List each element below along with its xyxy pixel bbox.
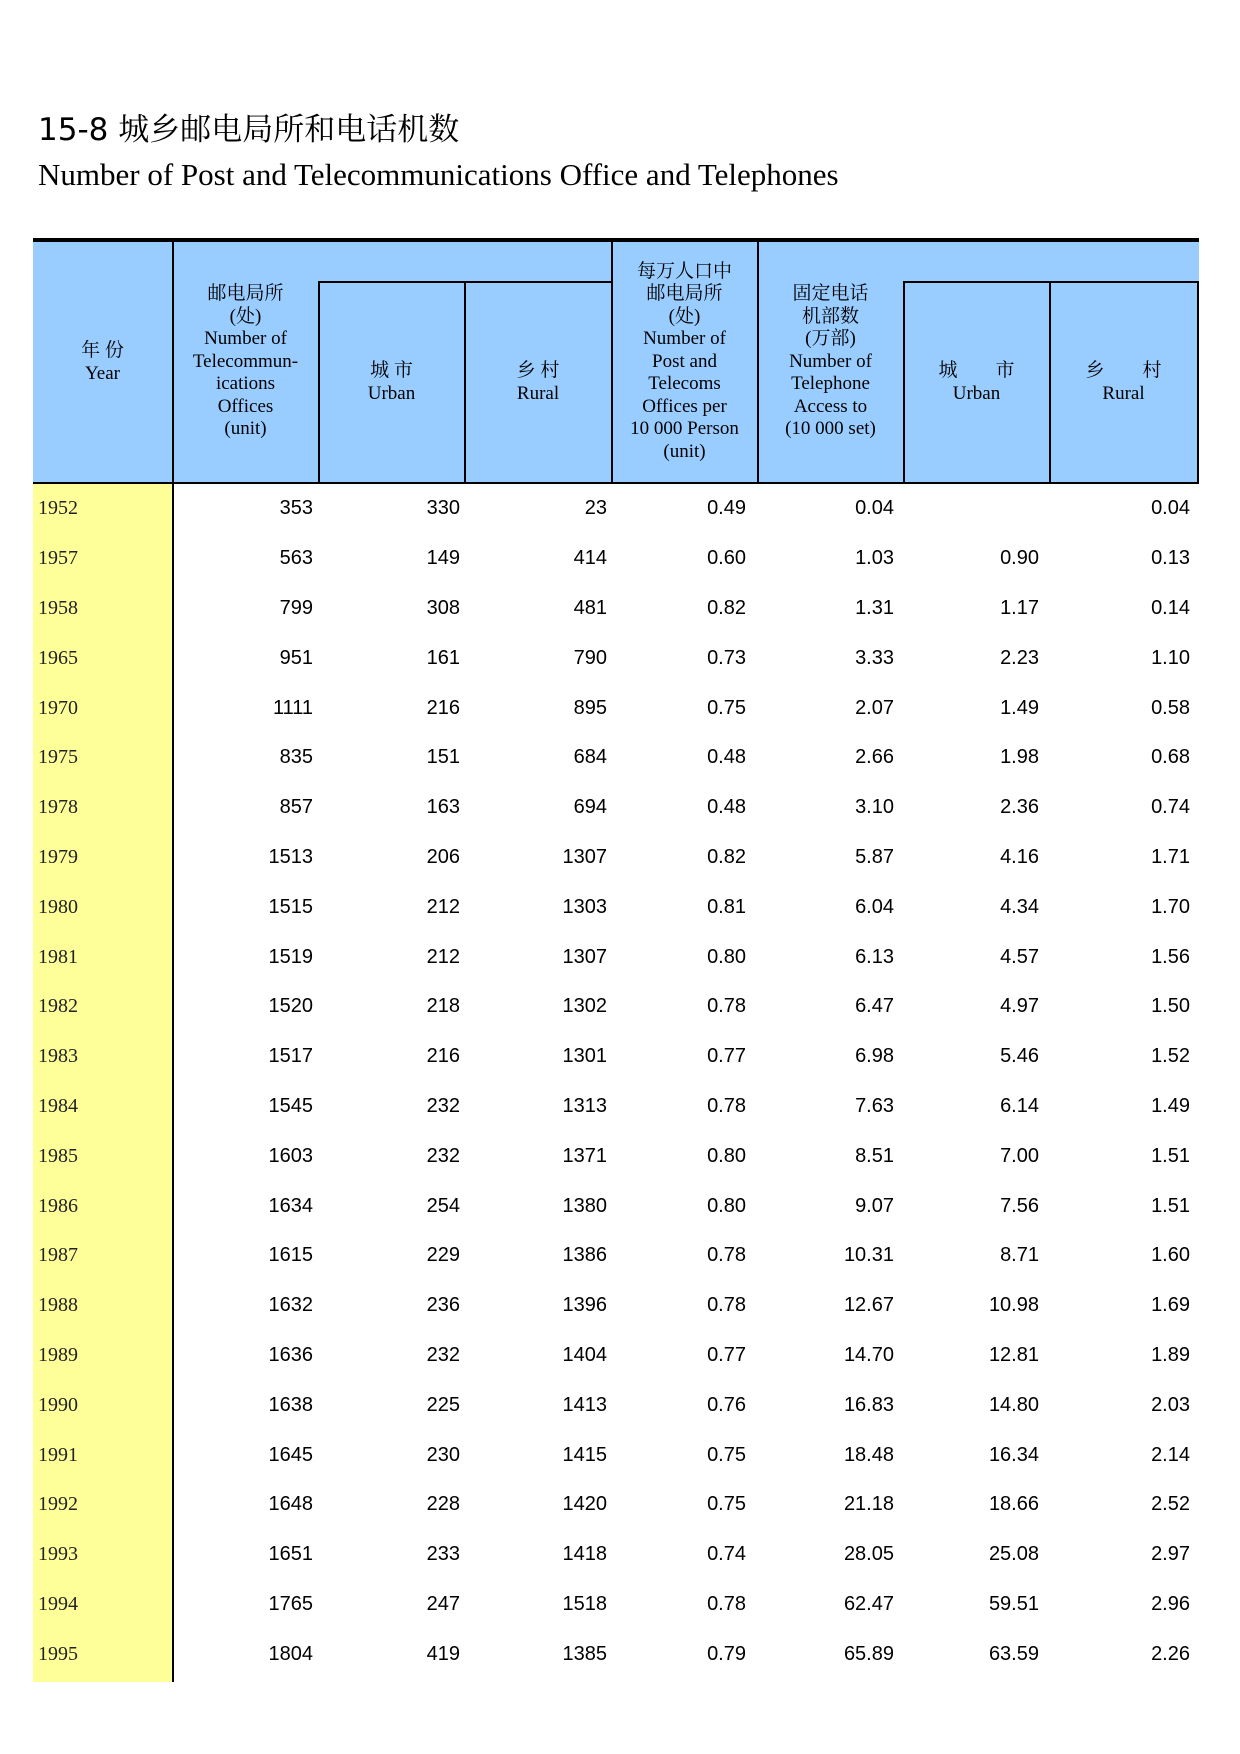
cell-offices-per-10000: 0.81	[707, 895, 746, 918]
cell-year: 1958	[38, 596, 78, 619]
cell-offices-rural: 1302	[562, 995, 607, 1018]
cell-telephones-rural: 1.10	[1151, 646, 1190, 669]
cell-telephones-total: 21.18	[843, 1493, 894, 1516]
cell-year: 1965	[38, 646, 78, 669]
cell-year: 1984	[38, 1094, 78, 1117]
cell-offices-rural: 1413	[562, 1393, 607, 1416]
cell-offices-per-10000: 0.78	[707, 995, 746, 1018]
table-row	[33, 932, 1199, 982]
cell-offices-per-10000: 0.75	[707, 1443, 746, 1466]
cell-offices-urban: 225	[426, 1393, 460, 1416]
cell-offices-rural: 1518	[562, 1592, 607, 1615]
cell-offices-rural: 1415	[562, 1443, 607, 1466]
header-per-10000-line: 每万人口中	[636, 260, 732, 282]
header-offices-urban	[319, 282, 464, 482]
cell-offices-per-10000: 0.79	[707, 1642, 746, 1665]
cell-offices-urban: 163	[426, 796, 460, 819]
cell-offices-rural: 23	[584, 497, 607, 520]
cell-telephones-total: 5.87	[855, 845, 894, 868]
cell-offices-urban: 149	[426, 547, 460, 570]
cell-telephones-rural: 1.51	[1151, 1194, 1190, 1217]
cell-offices-per-10000: 0.49	[707, 497, 746, 520]
cell-offices-total: 1634	[268, 1194, 313, 1217]
cell-offices-rural: 1418	[562, 1543, 607, 1566]
cell-telephones-total: 8.51	[855, 1144, 894, 1167]
header-tel-urban-en: Urban	[952, 383, 1001, 404]
table-row	[33, 833, 1199, 883]
cell-offices-total: 857	[279, 796, 313, 819]
cell-telephones-urban: 2.36	[1000, 796, 1039, 819]
cell-telephones-rural: 1.70	[1151, 895, 1190, 918]
cell-offices-total: 563	[279, 547, 313, 570]
cell-offices-per-10000: 0.77	[707, 1343, 746, 1366]
cell-telephones-rural: 1.50	[1151, 995, 1190, 1018]
cell-offices-rural: 1385	[562, 1642, 607, 1665]
cell-offices-total: 1648	[268, 1493, 313, 1516]
cell-year: 1988	[38, 1294, 78, 1317]
header-tel-rural-cn: 乡 村	[1085, 360, 1162, 381]
cell-telephones-total: 2.66	[855, 746, 894, 769]
cell-offices-per-10000: 0.80	[707, 1194, 746, 1217]
header-offices-rural-cn: 乡 村	[516, 360, 560, 381]
cell-offices-urban: 232	[426, 1144, 460, 1167]
cell-telephones-urban: 59.51	[988, 1592, 1039, 1615]
cell-year: 1987	[38, 1244, 78, 1267]
cell-offices-rural: 895	[573, 696, 607, 719]
cell-offices-rural: 1307	[562, 845, 607, 868]
cell-offices-rural: 1404	[562, 1343, 607, 1366]
cell-telephones-urban: 1.98	[1000, 746, 1039, 769]
header-telephones-line: Access to	[793, 395, 868, 417]
cell-offices-urban: 212	[426, 895, 460, 918]
cell-offices-urban: 206	[426, 845, 460, 868]
header-tel-urban	[904, 282, 1049, 482]
cell-telephones-rural: 1.60	[1151, 1244, 1190, 1267]
cell-year: 1986	[38, 1194, 78, 1217]
table-row	[33, 584, 1199, 634]
header-year	[33, 242, 172, 482]
cell-year: 1991	[38, 1443, 78, 1466]
header-tel-rural	[1050, 282, 1197, 482]
cell-offices-rural: 1386	[562, 1244, 607, 1267]
cell-telephones-total: 3.33	[855, 646, 894, 669]
cell-offices-urban: 216	[426, 1045, 460, 1068]
cell-year: 1989	[38, 1343, 78, 1366]
cell-telephones-rural: 0.68	[1151, 746, 1190, 769]
cell-offices-per-10000: 0.80	[707, 1144, 746, 1167]
cell-telephones-rural: 2.97	[1151, 1543, 1190, 1566]
cell-offices-per-10000: 0.76	[707, 1393, 746, 1416]
table-row	[33, 1580, 1199, 1630]
cell-telephones-urban: 2.23	[1000, 646, 1039, 669]
cell-offices-urban: 151	[426, 746, 460, 769]
cell-telephones-urban: 63.59	[988, 1642, 1039, 1665]
header-per-10000-line: (处)	[668, 305, 701, 327]
cell-telephones-urban: 0.90	[1000, 547, 1039, 570]
cell-offices-rural: 1303	[562, 895, 607, 918]
cell-year: 1952	[38, 497, 78, 520]
table-row	[33, 1032, 1199, 1082]
header-telephones-line: Telephone	[791, 373, 870, 395]
cell-offices-urban: 233	[426, 1543, 460, 1566]
cell-year: 1985	[38, 1144, 78, 1167]
cell-offices-per-10000: 0.80	[707, 945, 746, 968]
cell-telephones-total: 2.07	[855, 696, 894, 719]
cell-offices-per-10000: 0.77	[707, 1045, 746, 1068]
header-telephones-line: 固定电话	[792, 283, 869, 305]
cell-telephones-urban: 4.16	[1000, 845, 1039, 868]
cell-telephones-total: 6.98	[855, 1045, 894, 1068]
cell-telephones-urban: 8.71	[1000, 1244, 1039, 1267]
cell-offices-per-10000: 0.73	[707, 646, 746, 669]
cell-year: 1970	[38, 696, 78, 719]
cell-telephones-urban: 14.80	[988, 1393, 1039, 1416]
header-offices-rural	[465, 282, 611, 482]
header-per-10000-line: (unit)	[663, 440, 706, 462]
header-offices-rural-en: Rural	[516, 383, 560, 404]
table-row	[33, 882, 1199, 932]
header-offices-line: ications	[215, 373, 276, 395]
header-offices-urban-cn: 城 市	[370, 360, 413, 381]
cell-year: 1992	[38, 1493, 78, 1516]
cell-offices-per-10000: 0.48	[707, 746, 746, 769]
cell-telephones-total: 16.83	[843, 1393, 894, 1416]
header-per-10000-line: Post and	[652, 350, 717, 372]
cell-offices-total: 835	[279, 746, 313, 769]
cell-telephones-total: 6.47	[855, 995, 894, 1018]
table-row	[33, 1530, 1199, 1580]
cell-offices-total: 1519	[268, 945, 313, 968]
header-tel-urban-cn: 城 市	[938, 360, 1015, 381]
cell-telephones-urban: 7.00	[1000, 1144, 1039, 1167]
cell-offices-per-10000: 0.74	[707, 1543, 746, 1566]
header-year-cn: 年 份	[81, 340, 124, 361]
cell-telephones-rural: 1.71	[1151, 845, 1190, 868]
cell-offices-rural: 694	[573, 796, 607, 819]
cell-telephones-total: 18.48	[843, 1443, 894, 1466]
cell-offices-per-10000: 0.78	[707, 1094, 746, 1117]
header-offices	[173, 242, 318, 482]
cell-offices-total: 1545	[268, 1094, 313, 1117]
header-divider	[1197, 282, 1199, 484]
cell-offices-total: 353	[279, 497, 313, 520]
cell-telephones-rural: 1.52	[1151, 1045, 1190, 1068]
cell-telephones-urban: 6.14	[1000, 1094, 1039, 1117]
cell-offices-rural: 790	[573, 646, 607, 669]
table-row	[33, 1430, 1199, 1480]
cell-telephones-total: 12.67	[843, 1294, 894, 1317]
table-row	[33, 534, 1199, 584]
cell-offices-total: 1615	[268, 1244, 313, 1267]
cell-offices-rural: 1301	[562, 1045, 607, 1068]
cell-offices-total: 1651	[268, 1543, 313, 1566]
header-per-10000	[612, 242, 757, 482]
cell-offices-total: 1645	[268, 1443, 313, 1466]
cell-telephones-rural: 0.14	[1151, 596, 1190, 619]
page-title-chinese: 15-8 城乡邮电局所和电话机数	[38, 112, 460, 148]
cell-year: 1957	[38, 547, 78, 570]
cell-telephones-rural: 1.51	[1151, 1144, 1190, 1167]
cell-telephones-total: 28.05	[843, 1543, 894, 1566]
cell-telephones-total: 7.63	[855, 1094, 894, 1117]
header-telephones-line: (万部)	[805, 328, 856, 350]
cell-year: 1982	[38, 995, 78, 1018]
table-row	[33, 982, 1199, 1032]
header-per-10000-line: Offices per	[642, 395, 727, 417]
cell-telephones-total: 6.13	[855, 945, 894, 968]
table-row	[33, 1082, 1199, 1132]
header-per-10000-line: Telecoms	[648, 373, 721, 395]
cell-offices-total: 1603	[268, 1144, 313, 1167]
cell-telephones-total: 9.07	[855, 1194, 894, 1217]
header-year-en: Year	[84, 363, 120, 384]
cell-offices-total: 1513	[268, 845, 313, 868]
cell-telephones-rural: 2.52	[1151, 1493, 1190, 1516]
header-telephones-line: (10 000 set)	[785, 418, 876, 440]
cell-year: 1993	[38, 1543, 78, 1566]
header-telephones	[758, 242, 903, 482]
cell-telephones-total: 3.10	[855, 796, 894, 819]
cell-offices-rural: 1307	[562, 945, 607, 968]
header-per-10000-line: Number of	[643, 328, 726, 350]
cell-offices-per-10000: 0.78	[707, 1592, 746, 1615]
cell-telephones-urban: 5.46	[1000, 1045, 1039, 1068]
cell-year: 1978	[38, 796, 78, 819]
cell-offices-rural: 414	[573, 547, 607, 570]
cell-offices-urban: 232	[426, 1094, 460, 1117]
table-row	[33, 1131, 1199, 1181]
cell-offices-urban: 419	[426, 1642, 460, 1665]
cell-offices-per-10000: 0.82	[707, 596, 746, 619]
cell-telephones-urban: 16.34	[988, 1443, 1039, 1466]
cell-offices-per-10000: 0.78	[707, 1244, 746, 1267]
cell-telephones-urban	[903, 484, 1049, 534]
cell-offices-total: 1632	[268, 1294, 313, 1317]
header-offices-line: Telecommun-	[192, 350, 299, 372]
cell-offices-urban: 229	[426, 1244, 460, 1267]
cell-telephones-total: 14.70	[843, 1343, 894, 1366]
cell-offices-rural: 481	[573, 596, 607, 619]
header-tel-rural-en: Rural	[1102, 383, 1145, 404]
cell-offices-rural: 684	[573, 746, 607, 769]
cell-offices-rural: 1371	[562, 1144, 607, 1167]
header-offices-line: Number of	[204, 328, 287, 350]
cell-offices-total: 1636	[268, 1343, 313, 1366]
header-telephones-line: Number of	[789, 350, 872, 372]
cell-offices-total: 1638	[268, 1393, 313, 1416]
table-header	[33, 242, 1199, 484]
cell-offices-urban: 161	[426, 646, 460, 669]
cell-telephones-urban: 4.34	[1000, 895, 1039, 918]
table-row	[33, 633, 1199, 683]
cell-year: 1980	[38, 895, 78, 918]
cell-offices-urban: 218	[426, 995, 460, 1018]
cell-telephones-total: 1.31	[855, 596, 894, 619]
cell-offices-per-10000: 0.75	[707, 696, 746, 719]
cell-year: 1981	[38, 945, 78, 968]
cell-telephones-rural: 0.13	[1151, 547, 1190, 570]
cell-telephones-rural: 2.96	[1151, 1592, 1190, 1615]
cell-telephones-urban: 1.49	[1000, 696, 1039, 719]
cell-offices-urban: 216	[426, 696, 460, 719]
table-row	[33, 1181, 1199, 1231]
header-offices-line: Offices	[217, 395, 274, 417]
cell-year: 1990	[38, 1393, 78, 1416]
table-row	[33, 683, 1199, 733]
table-row	[33, 1331, 1199, 1381]
cell-year: 1979	[38, 845, 78, 868]
cell-telephones-urban: 12.81	[988, 1343, 1039, 1366]
cell-telephones-rural: 2.14	[1151, 1443, 1190, 1466]
cell-offices-urban: 230	[426, 1443, 460, 1466]
cell-telephones-rural: 2.26	[1151, 1642, 1190, 1665]
cell-offices-per-10000: 0.48	[707, 796, 746, 819]
cell-offices-rural: 1396	[562, 1294, 607, 1317]
cell-offices-urban: 232	[426, 1343, 460, 1366]
cell-telephones-rural: 1.56	[1151, 945, 1190, 968]
data-table	[33, 484, 1199, 1679]
table-row	[33, 1629, 1199, 1679]
header-offices-urban-en: Urban	[367, 383, 416, 404]
cell-telephones-urban: 10.98	[988, 1294, 1039, 1317]
cell-offices-rural: 1380	[562, 1194, 607, 1217]
data-table-body	[33, 484, 1199, 1679]
header-telephones-line: 机部数	[801, 305, 859, 327]
table-row	[33, 1480, 1199, 1530]
header-offices-line: 邮电局所	[207, 283, 284, 305]
cell-offices-total: 951	[279, 646, 313, 669]
cell-telephones-urban: 7.56	[1000, 1194, 1039, 1217]
table-row	[33, 733, 1199, 783]
cell-offices-urban: 308	[426, 596, 460, 619]
cell-telephones-rural: 0.58	[1151, 696, 1190, 719]
cell-offices-total: 1804	[268, 1642, 313, 1665]
cell-year: 1995	[38, 1642, 78, 1665]
cell-offices-per-10000: 0.82	[707, 845, 746, 868]
cell-telephones-total: 65.89	[843, 1642, 894, 1665]
cell-offices-total: 1765	[268, 1592, 313, 1615]
cell-telephones-total: 0.04	[855, 497, 894, 520]
cell-offices-per-10000: 0.78	[707, 1294, 746, 1317]
cell-offices-urban: 228	[426, 1493, 460, 1516]
table-row	[33, 484, 1199, 534]
cell-telephones-urban: 18.66	[988, 1493, 1039, 1516]
cell-telephones-total: 1.03	[855, 547, 894, 570]
cell-offices-urban: 330	[426, 497, 460, 520]
cell-offices-per-10000: 0.75	[707, 1493, 746, 1516]
cell-offices-total: 799	[279, 596, 313, 619]
cell-telephones-rural: 1.69	[1151, 1294, 1190, 1317]
table-row	[33, 1281, 1199, 1331]
cell-telephones-urban: 4.57	[1000, 945, 1039, 968]
cell-telephones-total: 10.31	[843, 1244, 894, 1267]
cell-year: 1975	[38, 746, 78, 769]
table-row	[33, 783, 1199, 833]
header-offices-line: (处)	[229, 305, 262, 327]
cell-offices-urban: 236	[426, 1294, 460, 1317]
page-title-english: Number of Post and Telecommunications Office and Telephones	[38, 157, 839, 192]
cell-offices-total: 1520	[268, 995, 313, 1018]
header-per-10000-line: 10 000 Person	[630, 418, 739, 440]
cell-offices-total: 1111	[272, 696, 313, 719]
cell-offices-urban: 254	[426, 1194, 460, 1217]
header-per-10000-line: 邮电局所	[646, 283, 723, 305]
header-offices-line: (unit)	[224, 418, 267, 440]
cell-year: 1983	[38, 1045, 78, 1068]
cell-telephones-rural: 0.74	[1151, 796, 1190, 819]
cell-offices-rural: 1420	[562, 1493, 607, 1516]
cell-telephones-urban: 25.08	[988, 1543, 1039, 1566]
cell-telephones-total: 62.47	[843, 1592, 894, 1615]
cell-telephones-total: 6.04	[855, 895, 894, 918]
cell-offices-per-10000: 0.60	[707, 547, 746, 570]
cell-offices-total: 1517	[268, 1045, 313, 1068]
cell-telephones-rural: 1.49	[1151, 1094, 1190, 1117]
table-row	[33, 1380, 1199, 1430]
table-row	[33, 1231, 1199, 1281]
cell-telephones-urban: 4.97	[1000, 995, 1039, 1018]
cell-telephones-rural: 0.04	[1151, 497, 1190, 520]
cell-offices-rural: 1313	[562, 1094, 607, 1117]
cell-telephones-rural: 1.89	[1151, 1343, 1190, 1366]
cell-offices-total: 1515	[268, 895, 313, 918]
cell-offices-urban: 247	[426, 1592, 460, 1615]
cell-offices-urban: 212	[426, 945, 460, 968]
cell-year: 1994	[38, 1592, 78, 1615]
cell-telephones-rural: 2.03	[1151, 1393, 1190, 1416]
cell-telephones-urban: 1.17	[1000, 596, 1039, 619]
